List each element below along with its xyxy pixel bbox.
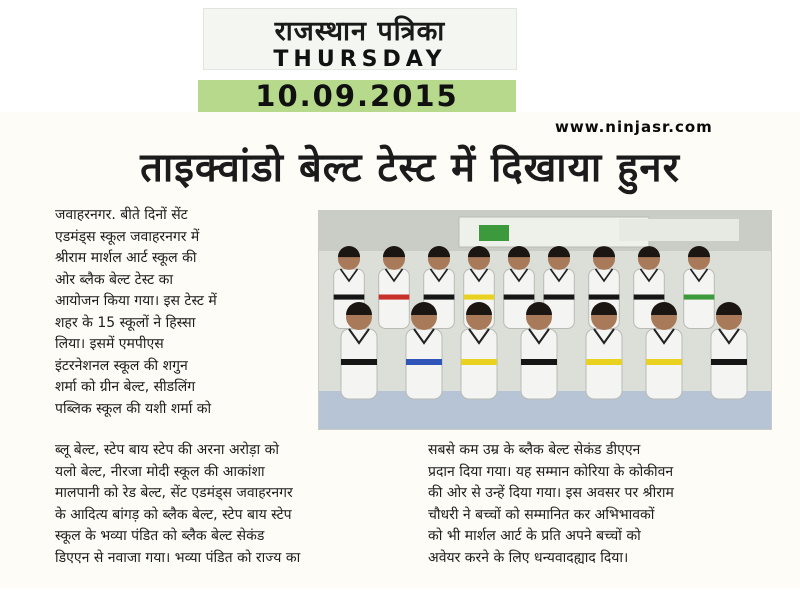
article-column-left (55, 205, 317, 420)
text-line: जवाहरनगर. बीते दिनों सेंट (55, 207, 188, 223)
text-line: प्रदान दिया गया। यह सम्मान कोरिया के कोकीवन (428, 463, 674, 480)
article-headline: ताइक्वांडो बेल्ट टेस्ट में दिखाया हुनर (140, 145, 680, 191)
text-line: के आदित्य बांगड़ को ब्लैक बेल्ट, स्टेप बाय स्टेप (55, 506, 292, 523)
text-line: लिया। इसमें एमपीएस (55, 336, 164, 352)
article-photo (318, 210, 772, 430)
date-band (198, 80, 516, 112)
text-line: पब्लिक स्कूल की यशी शर्मा को (55, 400, 212, 417)
text-line: ओर ब्लैक बेल्ट टेस्ट का (55, 271, 174, 288)
text-line: एडमंड्स स्कूल जवाहरनगर में (55, 228, 200, 245)
article-column-full (55, 440, 419, 569)
text-line: सबसे कम उम्र के ब्लैक बेल्ट सेकंड डीएएन (428, 442, 641, 458)
text-line: मालपानी को रेड बेल्ट, सेंट एडमंड्स जवाहरनगर (55, 485, 293, 501)
child-figure (341, 302, 377, 399)
text-line: डिएएन से नवाजा गया। भव्या पंडित को राज्य का (55, 549, 301, 566)
text-line: स्कूल के भव्या पंडित को ब्लैक बेल्ट सेकंड (55, 528, 265, 544)
text-line: श्रीराम मार्शल आर्ट स्कूल की (55, 250, 197, 266)
text-line: शहर के 15 स्कूलों ने हिस्सा (55, 314, 196, 331)
text-line: यलो बेल्ट, नीरजा मोदी स्कूल की आकांशा (55, 463, 265, 480)
newspaper-masthead (203, 8, 517, 70)
child-figure (521, 302, 557, 399)
taekwondo-group-photo (319, 211, 771, 429)
newspaper-name: राजस्थान पत्रिका (274, 16, 446, 47)
text-line: को भी मार्शल आर्ट के प्रति अपने बच्चों को (428, 528, 641, 544)
clipping-bottom-edge (0, 588, 800, 600)
text-line: अवेयर करने के लिए धन्यवादह्याद दिया। (428, 549, 629, 566)
child-figure (684, 246, 715, 328)
text-line: शर्मा को ग्रीन बेल्ट, सीडलिंग (55, 379, 196, 395)
website-url: www.ninjasr.com (555, 118, 713, 136)
publication-day: THURSDAY (273, 47, 447, 72)
text-line: चौधरी ने बच्चों को सम्मानित कर अभिभावकों (428, 506, 655, 523)
child-figure (406, 302, 442, 399)
child-figure (711, 302, 747, 399)
publication-date: 10.09.2015 (255, 79, 459, 113)
text-line: इंटरनेशनल स्कूल की शगुन (55, 357, 188, 374)
text-line: आयोजन किया गया। इस टेस्ट में (55, 293, 217, 309)
text-line: ब्लू बेल्ट, स्टेप बाय स्टेप की अरना अरोड़ा को (55, 442, 279, 458)
child-figure (379, 246, 410, 328)
text-line: की ओर से उन्हें दिया गया। इस अवसर पर श्रीराम (428, 485, 674, 501)
child-figure (646, 302, 682, 399)
child-figure (586, 302, 622, 399)
article-column-right (428, 440, 774, 569)
child-figure (461, 302, 497, 399)
